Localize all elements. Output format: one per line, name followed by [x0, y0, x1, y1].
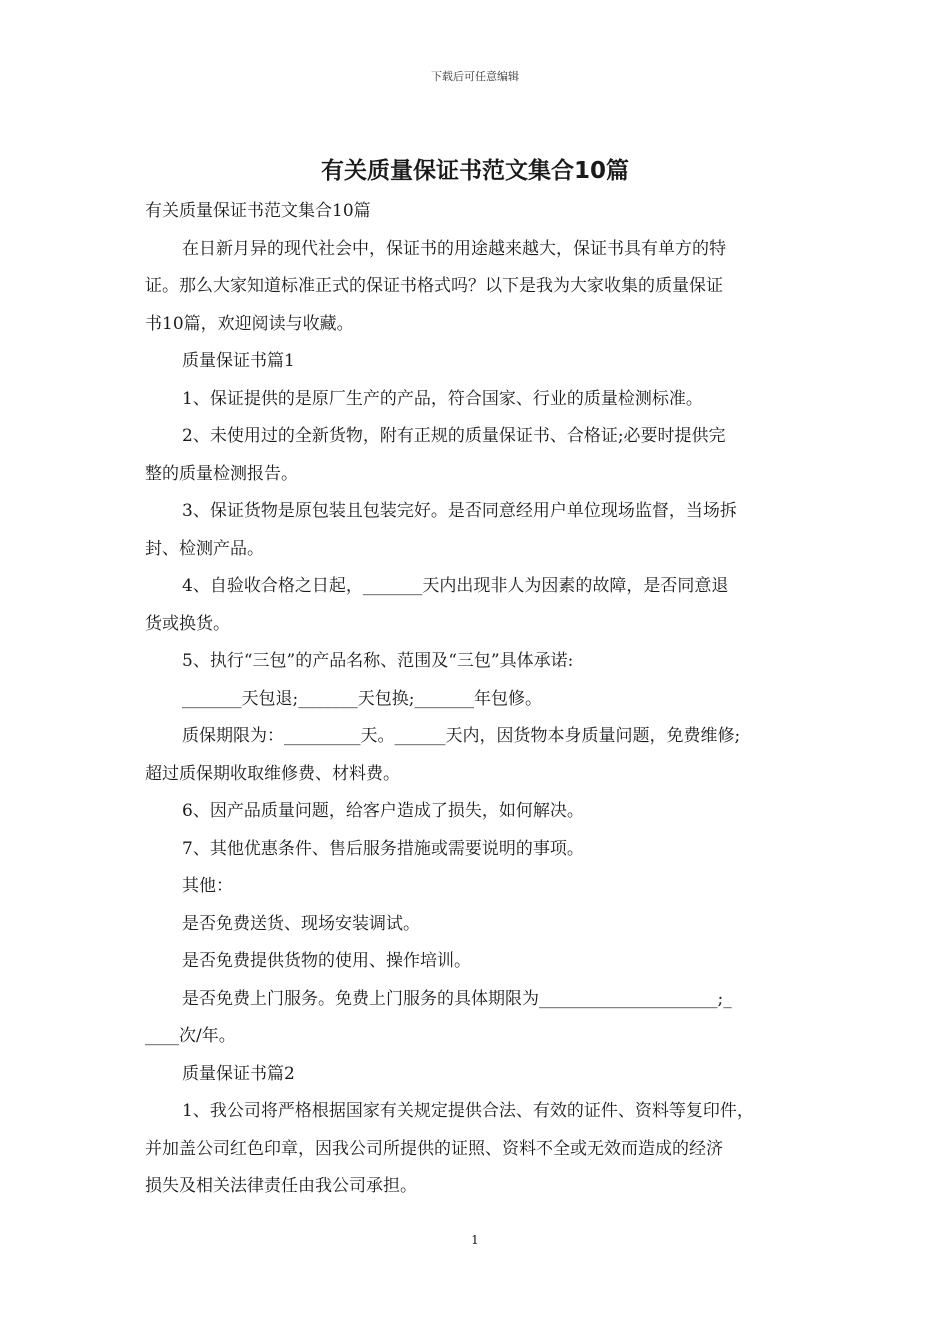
text-line: 3、保证货物是原包装且包装完好。是否同意经用户单位现场监督，当场拆 — [182, 501, 737, 521]
text-line: 1、保证提供的是原厂生产的产品，符合国家、行业的质量检测标准。 — [182, 388, 703, 409]
text-line: 封、检测产品。 — [145, 538, 264, 559]
text-line: 在日新月异的现代社会中，保证书的用途越来越大，保证书具有单方的特 — [182, 238, 726, 259]
text-line: 是否免费提供货物的使用、操作培训。 — [182, 951, 471, 971]
text-line: 质量保证书篇1 — [182, 351, 295, 371]
document-body — [145, 193, 810, 1206]
text-line: 书10篇，欢迎阅读与收藏。 — [145, 313, 354, 334]
text-line: 1、我公司将严格根据国家有关规定提供合法、有效的证件、资料等复印件， — [182, 1101, 754, 1121]
text-line: 其他： — [182, 876, 233, 896]
text-line: _______天包退;_______天包换;_______年包修。 — [182, 688, 542, 709]
text-line: 货或换货。 — [145, 613, 230, 634]
text-line: 6、因产品质量问题，给客户造成了损失，如何解决。 — [182, 801, 584, 821]
text-line: 4、自验收合格之日起，_______天内出现非人为因素的故障，是否同意退 — [182, 576, 729, 596]
document-title: 有关质量保证书范文集合10篇 — [320, 158, 629, 184]
text-line: 是否免费上门服务。免费上门服务的具体期限为_____________________;_ — [182, 988, 732, 1009]
text-line: 证。那么大家知道标准正式的保证书格式吗？以下是我为大家收集的质量保证 — [145, 276, 723, 296]
text-line: 整的质量检测报告。 — [145, 463, 298, 484]
text-line: 损失及相关法律责任由我公司承担。 — [145, 1176, 417, 1196]
text-line: 2、未使用过的全新货物，附有正规的质量保证书、合格证;必要时提供完 — [182, 426, 726, 446]
text-line: 是否免费送货、现场安装调试。 — [182, 913, 420, 934]
text-line: 并加盖公司红色印章，因我公司所提供的证照、资料不全或无效而造成的经济 — [145, 1138, 723, 1159]
page-number: 1 — [471, 1233, 479, 1247]
text-line: 超过质保期收取维修费、材料费。 — [145, 763, 400, 784]
text-line: ____次/年。 — [145, 1026, 236, 1046]
page-header: 下载后可任意编辑 — [431, 70, 519, 83]
text-line: 质量保证书篇2 — [182, 1063, 295, 1084]
text-line: 5、执行“三包”的产品名称、范围及“三包”具体承诺: — [182, 651, 574, 671]
text-line: 7、其他优惠条件、售后服务措施或需要说明的事项。 — [182, 838, 584, 859]
text-line: 质保期限为：_________天。______天内，因货物本身质量问题，免费维修; — [182, 726, 741, 746]
text-line: 有关质量保证书范文集合10篇 — [145, 201, 371, 221]
